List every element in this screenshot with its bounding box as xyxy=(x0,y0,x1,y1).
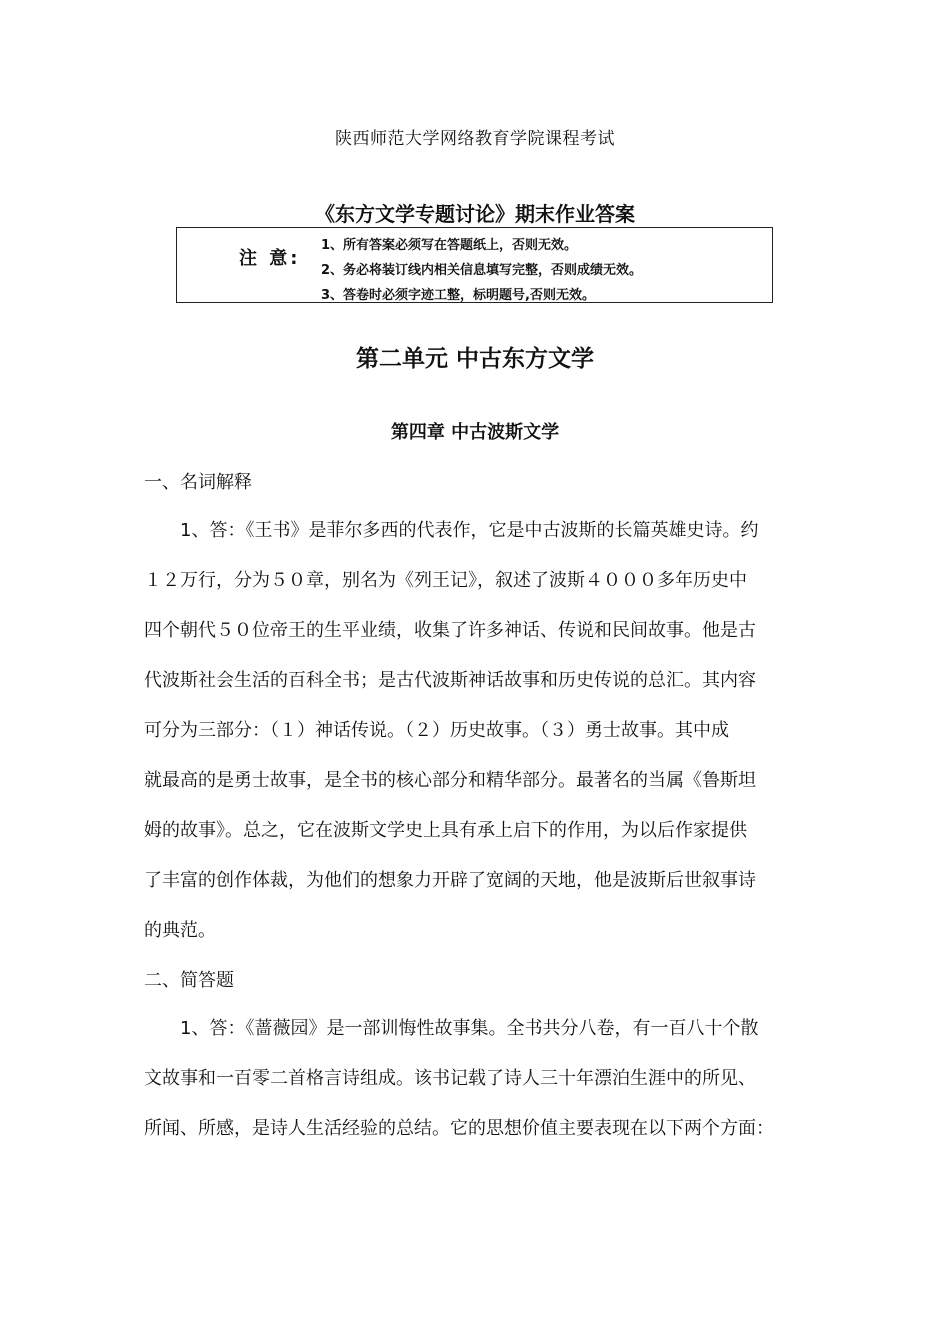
paragraph-line: 代波斯社会生活的百科全书；是古代波斯神话故事和历史传说的总汇。其内容 xyxy=(144,670,756,691)
paragraph-line: 1、答：《蔷薇园》是一部训悔性故事集。全书共分八卷，有一百八十个散 xyxy=(144,1018,759,1039)
paragraph-line: 就最高的是勇士故事，是全书的核心部分和精华部分。最著名的当属《鲁斯坦 xyxy=(144,770,756,791)
notice-item: 1、所有答案必须写在答题纸上，否则无效。 xyxy=(321,238,578,253)
institution-header: 陕西师范大学网络教育学院课程考试 xyxy=(335,129,615,149)
paragraph-line: 的典范。 xyxy=(144,920,216,941)
paragraph-line: １２万行，分为５０章，别名为《列王记》，叙述了波斯４０００多年历史中 xyxy=(144,570,747,591)
document-title: 《东方文学专题讨论》期末作业答案 xyxy=(315,202,635,226)
paragraph-line: 1、答：《王书》是菲尔多西的代表作，它是中古波斯的长篇英雄史诗。约 xyxy=(144,520,759,541)
answer-paragraph-2 xyxy=(144,1004,808,1154)
paragraph-line: 姆的故事》。总之，它在波斯文学史上具有承上启下的作用，为以后作家提供 xyxy=(144,820,747,841)
paragraph-line: 文故事和一百零二首格言诗组成。该书记载了诗人三十年漂泊生涯中的所见、 xyxy=(144,1068,756,1089)
notice-label: 注 意: xyxy=(239,248,301,269)
notice-box xyxy=(176,227,773,303)
unit-title: 第二单元 中古东方文学 xyxy=(355,346,594,372)
paragraph-line: 了丰富的创作体裁，为他们的想象力开辟了宽阔的天地，他是波斯后世叙事诗 xyxy=(144,870,756,891)
answer-paragraph-1 xyxy=(144,506,808,956)
notice-item: 2、务必将装订线内相关信息填写完整，否则成绩无效。 xyxy=(321,263,643,278)
notice-item: 3、答卷时必须字迹工整，标明题号,否则无效。 xyxy=(321,288,595,303)
paragraph-line: 可分为三部分：（１）神话传说。（２）历史故事。（３）勇士故事。其中成 xyxy=(144,720,729,741)
notice-list xyxy=(321,233,642,308)
section-heading-terms: 一、名词解释 xyxy=(144,472,252,493)
section-heading-short-answer: 二、简答题 xyxy=(144,970,234,991)
chapter-title: 第四章 中古波斯文学 xyxy=(390,422,560,443)
paragraph-line: 四个朝代５０位帝王的生平业绩，收集了许多神话、传说和民间故事。他是古 xyxy=(144,620,756,641)
paragraph-line: 所闻、所感，是诗人生活经验的总结。它的思想价值主要表现在以下两个方面： xyxy=(144,1118,774,1139)
